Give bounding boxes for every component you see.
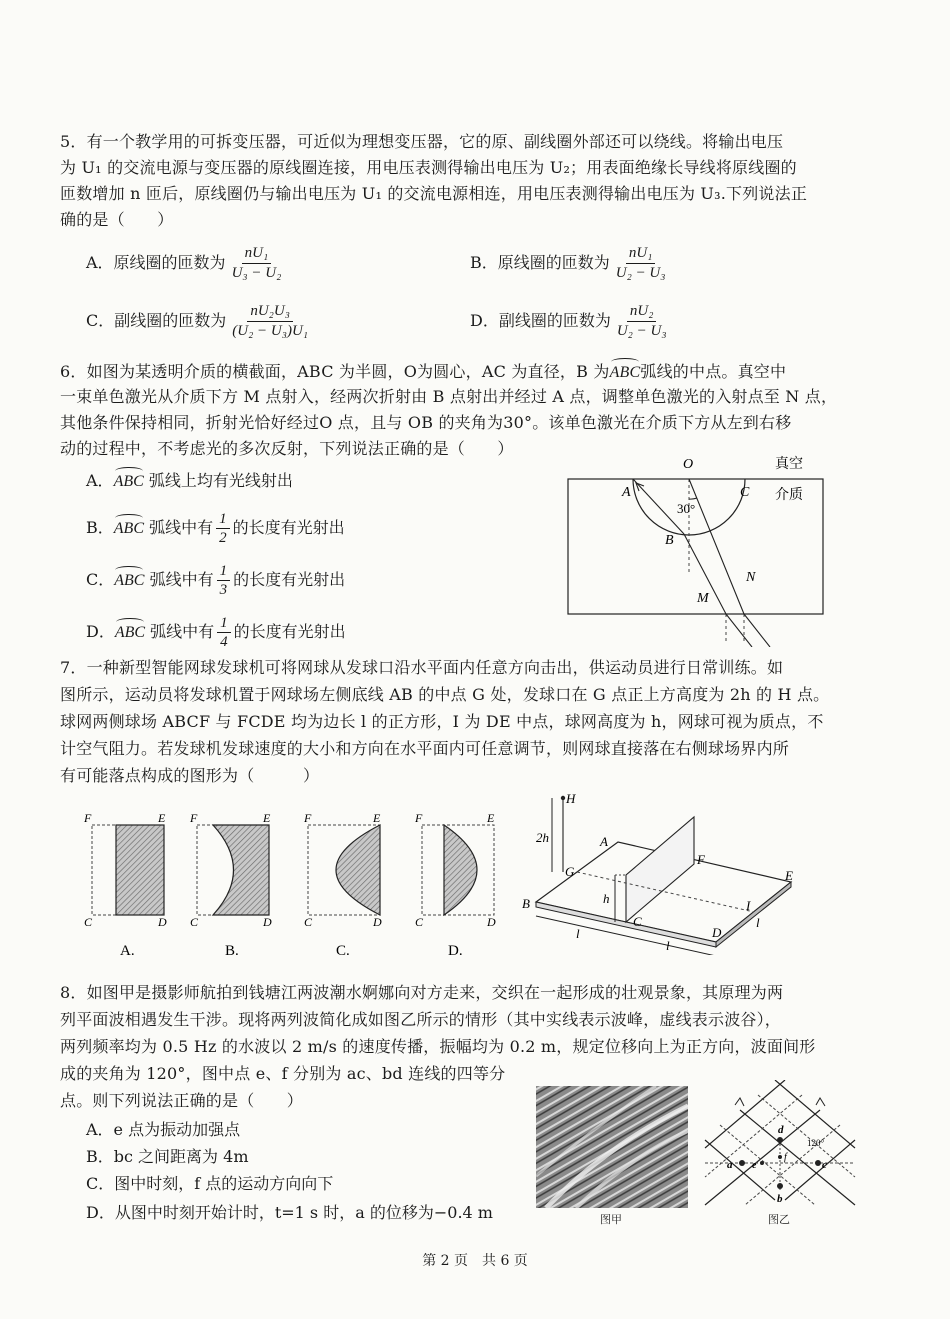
label-d: d (778, 1124, 784, 1136)
q6-option-a[interactable] (86, 468, 293, 493)
option-prefix: A．原线圈的匝数为 (86, 253, 226, 272)
label-g: G (565, 864, 575, 879)
angle-arc (689, 498, 697, 499)
option-text: 弧线中有 (149, 518, 214, 537)
corner-f: F (84, 811, 92, 825)
q7-line: 计空气阻力。若发球机发球速度的大小和方向在水平面内可任意调节，则网球直接落在右侧球场界内所 (60, 739, 790, 758)
q8-option-d[interactable]: D．从图中时刻开始计时，t=1 s 时，a 的位移为−0.4 m (86, 1203, 493, 1222)
option-label: B. (225, 943, 239, 959)
option-a-diagram[interactable] (83, 811, 167, 959)
corner-f: F (415, 811, 423, 825)
arrow-icon (735, 1098, 744, 1106)
label-o: O (683, 457, 694, 472)
q8-line: 8．如图甲是摄影师航拍到钱塘江两波潮水婀娜向对方走来，交织在一起形成的壮观景象，其原理为两 (60, 983, 784, 1002)
numerator: nU₂ (627, 302, 657, 322)
option-label: C. (336, 943, 350, 959)
label-medium: 介质 (775, 488, 803, 503)
q8-option-c[interactable]: C．图中时刻，f 点的运动方向向下 (86, 1174, 334, 1193)
q5-line: 确的是（ ） (60, 210, 174, 229)
label-l: l (666, 938, 670, 953)
denominator: (U₂ − U₃)U₁ (232, 323, 309, 339)
q6-figure (560, 452, 830, 647)
corner-d: D (158, 915, 167, 929)
label-2h: 2h (536, 830, 549, 845)
option-c-diagram[interactable] (303, 811, 382, 959)
option-text: 的长度有光射出 (233, 622, 346, 641)
label-a: A (600, 834, 608, 849)
denominator: 3 (219, 582, 228, 598)
fraction (229, 302, 311, 341)
label-c: C (740, 485, 750, 500)
numerator: 1 (217, 562, 231, 581)
option-b-diagram[interactable] (189, 811, 272, 959)
option-text: 弧线上均有光线射出 (148, 471, 293, 490)
q6-text: 6．如图为某透明介质的横截面，ABC 为半圆，O为圆心，AC 为直径，B 为 (60, 362, 610, 381)
label-l: l (576, 926, 580, 941)
q6-line: 动的过程中，不考虑光的多次反射，下列说法正确的是（ ） (60, 439, 514, 458)
option-prefix: B．原线圈的匝数为 (470, 253, 610, 272)
option-d-diagram[interactable] (414, 811, 496, 959)
q5-option-d[interactable] (470, 302, 673, 341)
q6-line: 一束单色激光从介质下方 M 点射入，经两次折射由 B 点射出并经过 A 点，调整单色激光的入射点至 N 点， (60, 387, 838, 406)
option-text: 弧线中有 (149, 570, 214, 589)
label-h-small: h (603, 891, 610, 906)
label-angle: 120° (807, 1138, 825, 1148)
corner-c: C (415, 915, 424, 929)
q7-line: 有可能落点构成的图形为（ ） (60, 766, 320, 785)
q6-option-c[interactable] (86, 562, 345, 599)
label-b: B (665, 533, 674, 548)
option-prefix: A． (86, 471, 114, 490)
label-vacuum: 真空 (775, 457, 803, 472)
q8-option-a[interactable]: A．e 点为振动加强点 (86, 1120, 241, 1139)
q6-option-d[interactable] (86, 614, 346, 651)
label-angle: 30° (677, 501, 696, 516)
denominator: 4 (220, 634, 228, 650)
label-e: e (752, 1160, 757, 1171)
label-l: l (756, 915, 760, 930)
denominator: 2 (219, 530, 227, 546)
page-footer: 第 2 页 共 6 页 (422, 1253, 528, 1269)
option-text: 的长度有光射出 (232, 518, 345, 537)
arc-label: ABC (114, 567, 144, 592)
label-m: M (697, 591, 709, 606)
option-prefix: D． (86, 622, 115, 641)
interference-figure (700, 1080, 860, 1210)
label-b: b (777, 1193, 783, 1205)
corner-d: D (373, 915, 382, 929)
net (626, 817, 694, 922)
q6-line: 其他条件保持相同，折射光恰好经过O 点，且与 OB 的夹角为30°。该单色激光在介质下方从左到右移 (60, 413, 792, 432)
arc-label: ABC (114, 468, 144, 493)
corner-d: D (263, 915, 272, 929)
q8-line: 成的夹角为 120°，图中点 e、f 分别为 ac、bd 连线的四等分 (60, 1064, 506, 1083)
corner-e: E (158, 811, 166, 825)
point-h (561, 796, 565, 800)
court-edge (716, 882, 791, 947)
option-text: 弧线中有 (150, 622, 215, 641)
q6-option-b[interactable] (86, 510, 345, 547)
q8-line: 点。则下列说法正确的是（ ） (60, 1091, 304, 1110)
q8-line: 两列频率均为 0.5 Hz 的水波以 2 m/s 的速度传播，振幅均为 0.2 m，规定位移向上为正方向，波面间形 (60, 1037, 816, 1056)
label-a: A (622, 485, 631, 500)
numerator: 1 (217, 614, 231, 633)
arc-label: ABC (115, 619, 145, 644)
label-f: f (784, 1152, 787, 1163)
fraction (614, 302, 670, 341)
corner-d: D (487, 915, 496, 929)
arc-label: ABC (610, 359, 641, 384)
q5-option-a[interactable] (86, 244, 287, 283)
option-text: 的长度有光射出 (233, 570, 346, 589)
fraction (229, 244, 285, 283)
q7-court-figure (516, 790, 806, 955)
numerator: nU₂U₃ (247, 302, 293, 322)
corner-c: C (190, 915, 199, 929)
q5-line: 5．有一个教学用的可拆变压器，可近似为理想变压器，它的原、副线圈外部还可以绕线。将输出电压 (60, 132, 784, 151)
corner-e: E (487, 811, 495, 825)
label-d: D (712, 925, 722, 940)
fraction (613, 244, 669, 283)
denominator: U₂ − U₃ (615, 265, 666, 281)
corner-e: E (373, 811, 381, 825)
label-c: c (822, 1159, 827, 1171)
label-e: E (785, 868, 793, 883)
arrow-icon (816, 1098, 825, 1106)
corner-c: C (304, 915, 313, 929)
q6-text: 弧线的中点。真空中 (640, 362, 787, 381)
option-prefix: D．副线圈的匝数为 (470, 311, 611, 330)
numerator: nU₁ (626, 244, 656, 264)
q5-option-c[interactable] (86, 302, 314, 341)
arc-label: ABC (114, 515, 144, 540)
q7-options-figure (70, 808, 510, 978)
option-label: D. (448, 943, 463, 959)
q5-line: 为 U₁ 的交流电源与变压器的原线圈连接，用电压表测得输出电压为 U₂；用表面绝缘长导线将原线圈的 (60, 158, 797, 177)
q7-line: 7．一种新型智能网球发球机可将网球从发球口沿水平面内任意方向击出，供运动员进行日常训练。如 (60, 658, 784, 677)
label-h: H (566, 791, 576, 806)
label-i: I (746, 898, 751, 913)
q8-line: 列平面波相遇发生干涉。现将两列波简化成如图乙所示的情形（其中实线表示波峰，虚线表示波谷）， (60, 1010, 782, 1029)
q7-line: 球网两侧球场 ABCF 与 FCDE 均为边长 l 的正方形，I 为 DE 中点，球网高度为 h，网球可视为质点，不 (60, 712, 824, 731)
label-a: a (727, 1159, 733, 1171)
numerator: nU₁ (242, 244, 272, 264)
option-prefix: B． (86, 518, 114, 537)
label-b: B (522, 896, 530, 911)
denominator: U₂ − U₃ (616, 323, 667, 339)
tidal-bore-photo (536, 1086, 688, 1208)
label-n: N (746, 570, 756, 585)
q5-option-b[interactable] (470, 244, 671, 283)
q8-option-b[interactable]: B．bc 之间距离为 4m (86, 1147, 249, 1166)
fraction (217, 562, 231, 599)
q7-line: 图所示，运动员将发球机置于网球场左侧底线 AB 的中点 G 处，发球口在 G 点正上方高度为 2h 的 H 点。 (60, 685, 830, 704)
q6-line (60, 359, 786, 384)
corner-f: F (190, 811, 198, 825)
option-prefix: C． (86, 570, 115, 589)
option-label: A. (120, 943, 135, 959)
label-f: F (697, 852, 705, 867)
corner-f: F (304, 811, 312, 825)
fig-a-caption: 图甲 (600, 1213, 622, 1226)
q5-line: 匝数增加 n 匝后，原线圈仍与输出电压为 U₁ 的交流电源相连，用电压表测得输出电压为 U₃.下列说法正 (60, 184, 808, 203)
label-c: C (633, 914, 642, 929)
option-prefix: C．副线圈的匝数为 (86, 311, 227, 330)
numerator: 1 (216, 510, 230, 529)
corner-c: C (84, 915, 93, 929)
fraction (217, 614, 231, 651)
corner-e: E (263, 811, 271, 825)
fraction (216, 510, 230, 547)
fig-b-caption: 图乙 (768, 1213, 790, 1226)
denominator: U₃ − U₂ (231, 265, 282, 281)
